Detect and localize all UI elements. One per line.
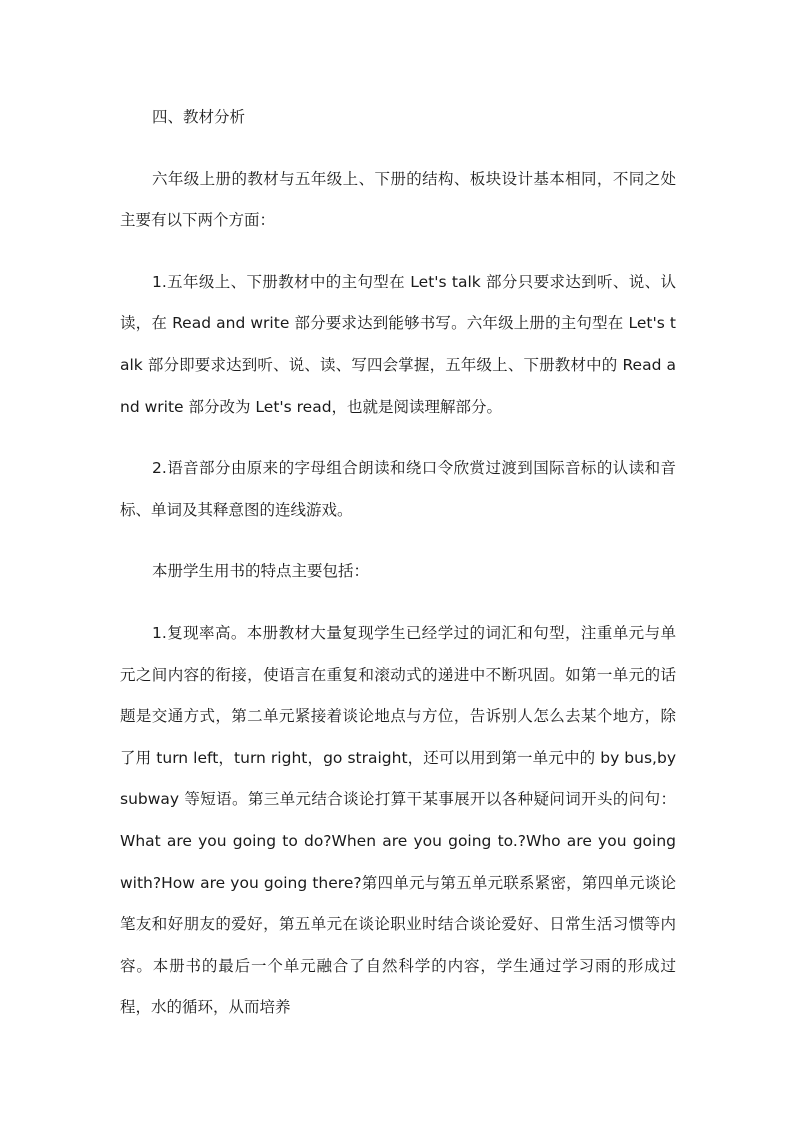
paragraph-point-2: 2.语音部分由原来的字母组合朗读和绕口令欣赏过渡到国际音标的认读和音标、单词及其释意图的连线游戏。	[120, 459, 676, 519]
paragraph-features-intro: 本册学生用书的特点主要包括：	[152, 562, 370, 581]
paragraph-point-1: 1.五年级上、下册教材中的主句型在 Let's talk 部分只要求达到听、说、认读，在 Read and write 部分要求达到能够书写。六年级上册的主句型在 Let's talk 部分即要求达到听、说、读、写四会掌握，五年级上、下册教材中的 Read and write 部分改为 Let's read，也就是阅读理解部分。	[120, 272, 676, 416]
section-heading: 四、教材分析	[152, 108, 246, 126]
paragraph-feature-1: 1.复现率高。本册教材大量复现学生已经学过的词汇和句型，注重单元与单元之间内容的衔接，使语言在重复和滚动式的递进中不断巩固。如第一单元的话题是交通方式，第二单元紧接着谈论地点与方位，告诉别人怎么去某个地方，除了用 turn left，turn right，go straight，还可以用到第一单元中的 by bus,by subway 等短语。第三单元结合谈论打算干某事展开以各种疑问词开头的问句：What are you going to do?When are you going to.?Who are you going with?How are you going there?第四单元与第五单元联系紧密，第四单元谈论笔友和好朋友的爱好，第五单元在谈论职业时结合谈论爱好、日常生活习惯等内容。本册书的最后一个单元融合了自然科学的内容，学生通过学习雨的形成过程，水的循环，从而培养	[120, 623, 676, 1017]
paragraph-intro: 六年级上册的教材与五年级上、下册的结构、板块设计基本相同，不同之处主要有以下两个方面：	[120, 169, 676, 230]
document-body	[120, 97, 676, 1049]
